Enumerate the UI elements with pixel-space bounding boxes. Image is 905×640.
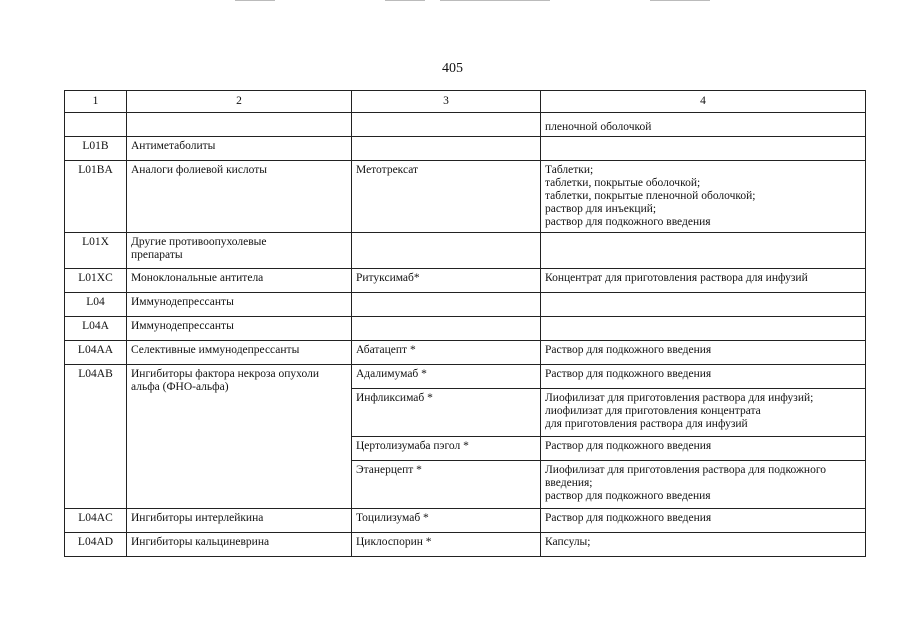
group-name-cell bbox=[127, 269, 352, 293]
header-cell-3: 3 bbox=[352, 91, 541, 113]
forms-line: лиофилизат для приготовления концентрата bbox=[545, 405, 761, 417]
atc-code-cell: L04 bbox=[65, 293, 127, 317]
forms-line: таблетки, покрытые оболочкой; bbox=[545, 177, 701, 189]
header-cell-2: 2 bbox=[127, 91, 352, 113]
drug-name-cell bbox=[352, 137, 541, 161]
drug-name-cell bbox=[352, 113, 541, 137]
table-row bbox=[65, 137, 866, 161]
atc-code-cell: L01B bbox=[65, 137, 127, 161]
group-name-cell bbox=[127, 533, 352, 557]
drug-name-cell: Адалимумаб * bbox=[352, 365, 541, 389]
forms-line: Раствор для подкожного введения bbox=[545, 512, 712, 524]
scan-artifact-line bbox=[440, 0, 550, 1]
atc-code-cell: L04AA bbox=[65, 341, 127, 365]
group-name-cell bbox=[127, 317, 352, 341]
atc-code-cell: L01X bbox=[65, 233, 127, 269]
group-name-cell bbox=[127, 341, 352, 365]
table-row bbox=[65, 113, 866, 137]
scan-artifact-line bbox=[385, 0, 425, 1]
table-row bbox=[65, 161, 866, 233]
group-name-cell bbox=[127, 293, 352, 317]
dosage-forms-cell bbox=[541, 389, 866, 437]
group-name-cell bbox=[127, 137, 352, 161]
forms-line: Раствор для подкожного введения bbox=[545, 440, 712, 452]
group-name-cell bbox=[127, 113, 352, 137]
atc-code-cell: L01XC bbox=[65, 269, 127, 293]
dosage-forms-cell bbox=[541, 233, 866, 269]
atc-code-cell: L04AC bbox=[65, 509, 127, 533]
header-cell-4: 4 bbox=[541, 91, 866, 113]
dosage-forms-cell bbox=[541, 461, 866, 509]
group-name-cell bbox=[127, 233, 352, 269]
atc-code-cell: L04A bbox=[65, 317, 127, 341]
table-row bbox=[65, 317, 866, 341]
dosage-forms-cell bbox=[541, 161, 866, 233]
dosage-forms-cell bbox=[541, 341, 866, 365]
group-line: Другие противоопухолевые bbox=[131, 236, 267, 248]
group-line: препараты bbox=[131, 249, 183, 261]
drug-table bbox=[64, 90, 866, 557]
drug-name-cell: Абатацепт * bbox=[352, 341, 541, 365]
forms-line: раствор для инъекций; bbox=[545, 203, 657, 215]
table-row bbox=[65, 233, 866, 269]
group-line: Селективные иммунодепрессанты bbox=[131, 344, 300, 356]
group-line: Ингибиторы кальциневрина bbox=[131, 536, 270, 548]
group-line: Ингибиторы фактора некроза опухоли bbox=[131, 368, 319, 380]
forms-line: Таблетки; bbox=[545, 164, 594, 176]
group-line: Иммунодепрессанты bbox=[131, 296, 234, 308]
drug-name-cell: Этанерцепт * bbox=[352, 461, 541, 509]
dosage-forms-cell bbox=[541, 317, 866, 341]
drug-name-cell bbox=[352, 317, 541, 341]
table-row bbox=[65, 293, 866, 317]
atc-code-cell: L04AB bbox=[65, 365, 127, 509]
group-name-cell bbox=[127, 365, 352, 509]
drug-name-cell: Циклоспорин * bbox=[352, 533, 541, 557]
table-header-row bbox=[65, 91, 866, 113]
forms-line: раствор для подкожного введения bbox=[545, 490, 711, 502]
forms-line: таблетки, покрытые пленочной оболочкой; bbox=[545, 190, 756, 202]
dosage-forms-cell bbox=[541, 533, 866, 557]
table-row bbox=[65, 509, 866, 533]
drug-name-cell bbox=[352, 233, 541, 269]
group-line: Ингибиторы интерлейкина bbox=[131, 512, 264, 524]
table-row bbox=[65, 341, 866, 365]
header-cell-1: 1 bbox=[65, 91, 127, 113]
group-line: Антиметаболиты bbox=[131, 140, 216, 152]
group-line: альфа (ФНО-альфа) bbox=[131, 381, 229, 393]
drug-name-cell: Инфликсимаб * bbox=[352, 389, 541, 437]
group-line: Моноклональные антитела bbox=[131, 272, 264, 284]
forms-line: Раствор для подкожного введения bbox=[545, 368, 712, 380]
forms-line: Лиофилизат для приготовления раствора для подкожного bbox=[545, 464, 827, 476]
atc-code-cell bbox=[65, 113, 127, 137]
dosage-forms-cell bbox=[541, 113, 866, 137]
dosage-forms-cell bbox=[541, 509, 866, 533]
forms-line: Капсулы; bbox=[545, 536, 591, 548]
forms-line: введения; bbox=[545, 477, 593, 489]
drug-name-cell: Тоцилизумаб * bbox=[352, 509, 541, 533]
drug-name-cell: Метотрексат bbox=[352, 161, 541, 233]
dosage-forms-cell bbox=[541, 437, 866, 461]
page-number: 405 bbox=[442, 61, 463, 76]
dosage-forms-cell bbox=[541, 293, 866, 317]
forms-line: раствор для подкожного введения bbox=[545, 216, 711, 228]
dosage-forms-cell bbox=[541, 137, 866, 161]
dosage-forms-cell bbox=[541, 269, 866, 293]
dosage-forms-cell bbox=[541, 365, 866, 389]
forms-line: Раствор для подкожного введения bbox=[545, 344, 712, 356]
group-line: Иммунодепрессанты bbox=[131, 320, 234, 332]
drug-name-cell bbox=[352, 293, 541, 317]
table-row bbox=[65, 269, 866, 293]
forms-line: для приготовления раствора для инфузий bbox=[545, 418, 748, 430]
scan-artifact-line bbox=[650, 0, 710, 1]
group-name-cell bbox=[127, 161, 352, 233]
drug-name-cell: Цертолизумаба пэгол * bbox=[352, 437, 541, 461]
atc-code-cell: L04AD bbox=[65, 533, 127, 557]
group-name-cell bbox=[127, 509, 352, 533]
table-row bbox=[65, 365, 866, 389]
forms-line: пленочной оболочкой bbox=[545, 121, 652, 133]
group-line: Аналоги фолиевой кислоты bbox=[131, 164, 268, 176]
table-row bbox=[65, 533, 866, 557]
scan-artifact-line bbox=[235, 0, 275, 1]
drug-name-cell: Ритуксимаб* bbox=[352, 269, 541, 293]
atc-code-cell: L01BA bbox=[65, 161, 127, 233]
forms-line: Концентрат для приготовления раствора для инфузий bbox=[545, 272, 808, 284]
forms-line: Лиофилизат для приготовления раствора для инфузий; bbox=[545, 392, 814, 404]
